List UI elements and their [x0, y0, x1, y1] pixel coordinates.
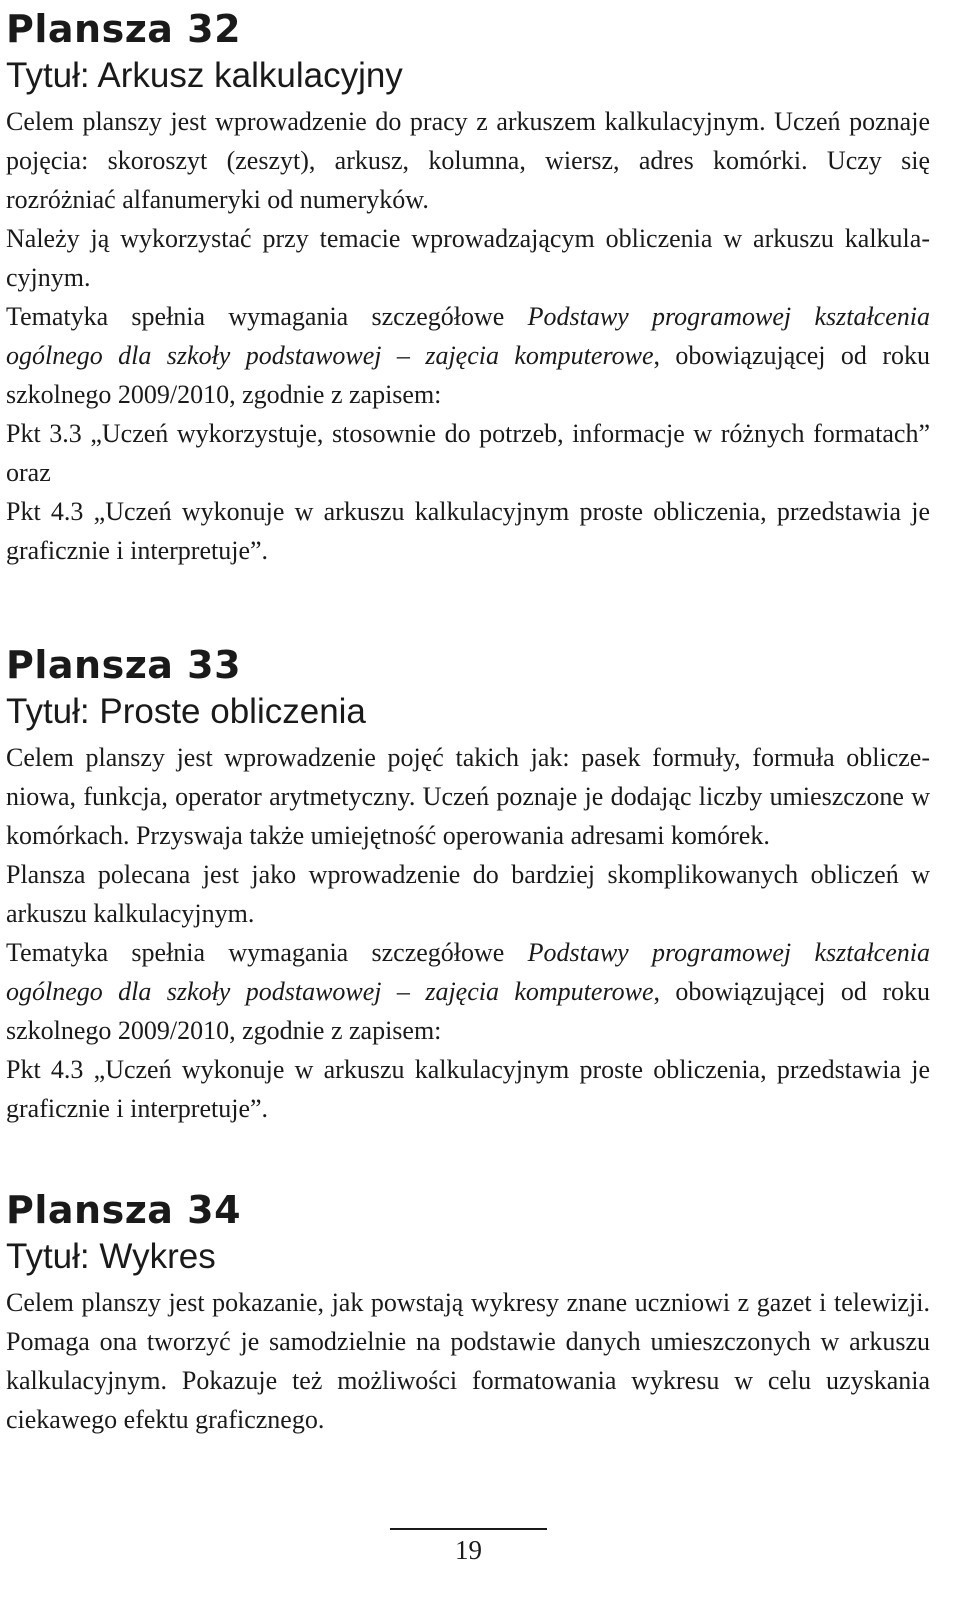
text-run: Celem planszy jest wprowadzenie pojęć takich jak: pasek formuły, formuła obliczeniowa, funkcja, operator arytmetyczny. Uczeń poznaje je dodając liczby umieszczone w komórkach. Przyswaja także umiejętność operowania adresami komórek.	[6, 743, 930, 850]
section-title: Tytuł: Proste obliczenia	[6, 692, 366, 731]
section-title: Tytuł: Wykres	[6, 1237, 216, 1276]
paragraph	[6, 414, 930, 492]
paragraph	[6, 219, 930, 297]
paragraph	[6, 297, 930, 414]
text-run: Należy ją wykorzystać przy temacie wprowadzającym obliczenia w arkuszu kalkulacyjnym.	[6, 224, 930, 292]
italic-text: Podstawy programowej kształcenia ogólnego dla szkoły podstawowej – zajęcia komputerowe	[6, 302, 930, 370]
text-run: Celem planszy jest pokazanie, jak powstają wykresy znane uczniowi z gazet i telewizji. Pomaga ona tworzyć je samodzielnie na podstawie danych umieszczonych w arkuszu kalkulacyjnym. Pokazuje też możliwości formatowania wykresu w celu uzyskania ciekawego efektu graficznego.	[6, 1288, 930, 1434]
section-plansza-34	[6, 1185, 930, 1439]
section-heading: Plansza 33	[6, 643, 242, 687]
text-run: Pkt 4.3 „Uczeń wykonuje w arkuszu kalkulacyjnym proste obliczenia, przedstawia je graficznie i interpretuje”.	[6, 1055, 930, 1123]
text-run: , obowiązującej od roku szkolnego 2009/2010, zgodnie z zapisem:	[6, 341, 930, 409]
paragraph	[6, 1283, 930, 1439]
text-run: Pkt 3.3 „Uczeń wykorzystuje, stosownie do potrzeb, informacje w różnych formatach” oraz	[6, 419, 930, 487]
paragraph	[6, 738, 930, 855]
text-run: Tematyka spełnia wymagania szczegółowe	[6, 302, 528, 331]
text-run: Plansza polecana jest jako wprowadzenie do bardziej skomplikowanych obliczeń w arkuszu kalkulacyjnym.	[6, 860, 930, 928]
italic-text: Podstawy programowej kształcenia ogólnego dla szkoły podstawowej – zajęcia komputerowe	[6, 938, 930, 1006]
paragraph	[6, 492, 930, 570]
section-title: Tytuł: Arkusz kalkulacyjny	[6, 56, 403, 95]
section-heading: Plansza 32	[6, 7, 242, 51]
section-plansza-32	[6, 4, 930, 570]
text-run: , obowiązującej od roku szkolnego 2009/2010, zgodnie z zapisem:	[6, 977, 930, 1045]
paragraph	[6, 855, 930, 933]
document-page	[6, 0, 930, 1434]
text-run: Tematyka spełnia wymagania szczegółowe	[6, 938, 528, 967]
text-run: Celem planszy jest wprowadzenie do pracy z arkuszem kalkulacyjnym. Uczeń poznaje pojęcia: skoroszyt (zeszyt), arkusz, kolumna, wiersz, adres komórki. Uczy się rozróżniać alfanumeryki od numeryków.	[6, 107, 930, 214]
text-run: Pkt 4.3 „Uczeń wykonuje w arkuszu kalkulacyjnym proste obliczenia, przedstawia je graficznie i interpretuje”.	[6, 497, 930, 565]
section-plansza-33	[6, 640, 930, 1128]
paragraph	[6, 1050, 930, 1128]
page-number: 19	[455, 1535, 482, 1565]
section-heading: Plansza 34	[6, 1188, 242, 1232]
paragraph	[6, 933, 930, 1050]
paragraph	[6, 102, 930, 219]
